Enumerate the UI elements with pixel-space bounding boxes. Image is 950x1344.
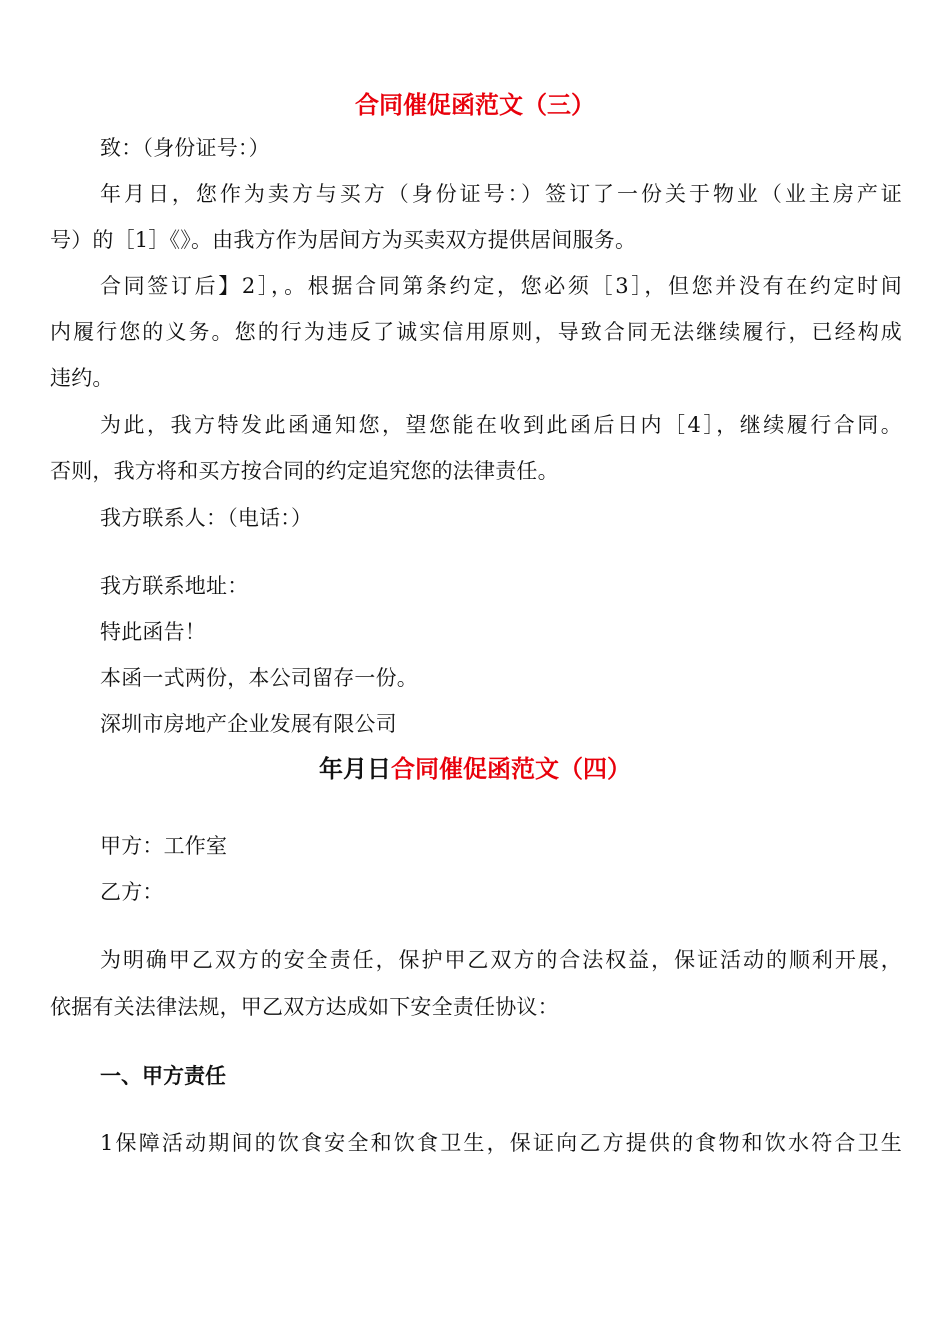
section3-para2-line1: 合同签订后】2］，。根据合同第条约定，您必须［3］，但您并没有在约定时间 <box>100 274 902 298</box>
section3-para1-line2: 号）的［1］《》。由我方作为居间方为买卖双方提供居间服务。 <box>50 228 637 252</box>
section3-contact: 我方联系人：（电话：） <box>100 506 313 530</box>
section3-copies: 本函一式两份，本公司留存一份。 <box>100 666 418 690</box>
section3-to-line: 致：（身份证号：） <box>100 136 270 160</box>
section3-para2-line3: 违约。 <box>50 366 114 390</box>
section4-party-b: 乙方： <box>100 880 164 904</box>
section4-heading-party-a-responsibility: 一、甲方责任 <box>100 1064 226 1088</box>
section4-title-line <box>0 754 950 784</box>
section3-address: 我方联系地址： <box>100 574 249 598</box>
section4-item1: 1保障活动期间的饮食安全和饮食卫生，保证向乙方提供的食物和饮水符合卫生 <box>100 1131 902 1155</box>
section3-para2-line2: 内履行您的义务。您的行为违反了诚实信用原则，导致合同无法继续履行，已经构成 <box>50 320 902 344</box>
section4-intro-line1: 为明确甲乙双方的安全责任，保护甲乙双方的合法权益，保证活动的顺利开展， <box>100 948 902 972</box>
section3-title: 合同催促函范文（三） <box>355 91 595 119</box>
section4-date-prefix: 年月日 <box>319 755 391 783</box>
section3-para3-line2: 否则，我方将和买方按合同的约定追究您的法律责任。 <box>50 459 559 483</box>
section4-intro-line2: 依据有关法律法规，甲乙双方达成如下安全责任协议： <box>50 995 559 1019</box>
section3-para1-line1: 年月日，您作为卖方与买方（身份证号：）签订了一份关于物业（业主房产证 <box>100 182 902 206</box>
section4-party-a: 甲方：工作室 <box>100 834 228 858</box>
section3-notice: 特此函告！ <box>100 620 206 644</box>
section4-title: 合同催促函范文（四） <box>391 755 631 783</box>
section3-para3-line1: 为此，我方特发此函通知您，望您能在收到此函后日内［4］，继续履行合同。 <box>100 413 902 437</box>
section3-company: 深圳市房地产企业发展有限公司 <box>100 712 397 736</box>
